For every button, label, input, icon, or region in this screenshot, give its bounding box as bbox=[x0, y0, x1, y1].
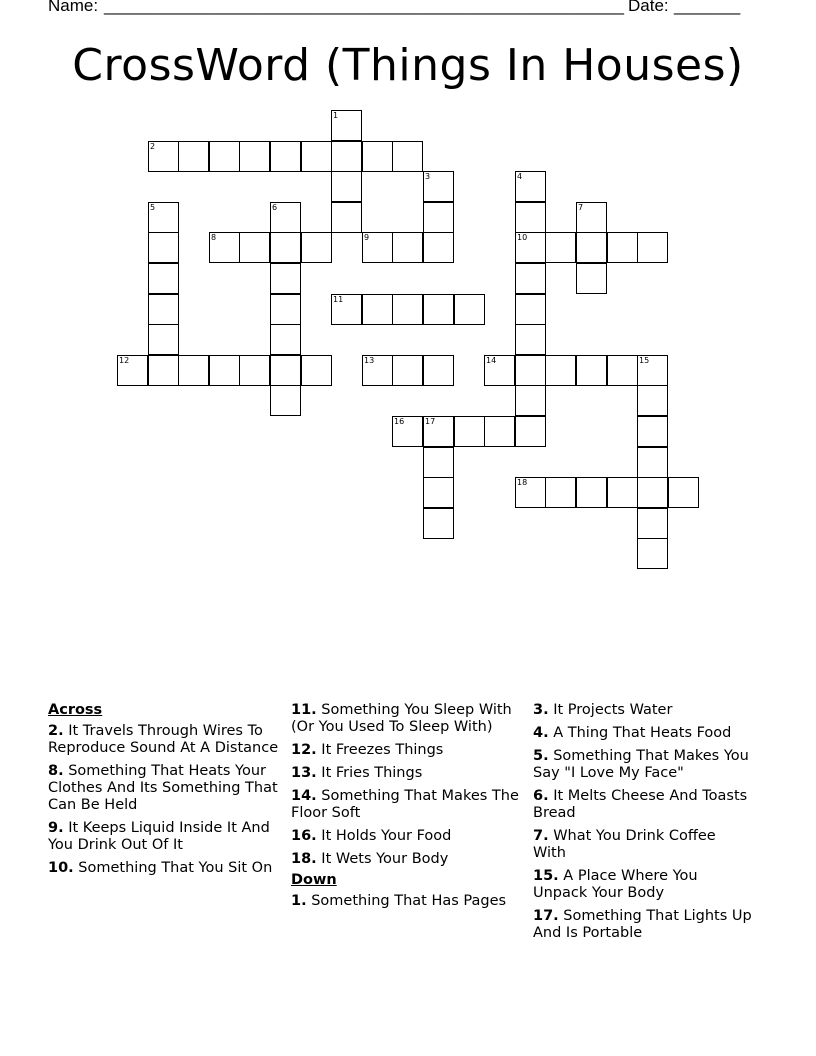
grid-cell[interactable] bbox=[484, 416, 515, 447]
grid-cell[interactable] bbox=[270, 355, 301, 386]
clue-item bbox=[533, 828, 753, 862]
clue-number: 1 bbox=[333, 111, 339, 120]
grid-cell[interactable] bbox=[423, 171, 454, 202]
clue-number: 12. bbox=[291, 742, 317, 758]
grid-cell[interactable] bbox=[392, 416, 423, 447]
grid-cell[interactable] bbox=[301, 232, 332, 263]
clue-text: It Projects Water bbox=[548, 702, 673, 718]
clue-number: 11. bbox=[291, 702, 317, 718]
grid-cell[interactable] bbox=[239, 141, 270, 172]
clue-item bbox=[48, 820, 288, 854]
grid-cell[interactable] bbox=[270, 385, 301, 416]
clue-number: 7 bbox=[578, 203, 584, 212]
grid-cell[interactable] bbox=[637, 477, 668, 508]
grid-cell[interactable] bbox=[515, 202, 546, 233]
grid-cell[interactable] bbox=[484, 355, 515, 386]
grid-cell[interactable] bbox=[423, 416, 454, 447]
grid-cell[interactable] bbox=[423, 294, 454, 325]
grid-cell[interactable] bbox=[423, 232, 454, 263]
clue-number: 15. bbox=[533, 868, 559, 884]
grid-cell[interactable] bbox=[454, 416, 485, 447]
name-field[interactable]: _______________________________________________________ bbox=[104, 0, 625, 15]
clue-text: It Wets Your Body bbox=[316, 851, 449, 867]
grid-cell[interactable] bbox=[515, 477, 546, 508]
clue-number: 13. bbox=[291, 765, 317, 781]
clue-text: It Melts Cheese And Toasts Bread bbox=[533, 788, 748, 821]
clue-item bbox=[533, 868, 753, 902]
grid-cell[interactable] bbox=[301, 355, 332, 386]
grid-cell[interactable] bbox=[607, 477, 638, 508]
grid-cell[interactable] bbox=[239, 355, 270, 386]
clue-number: 3. bbox=[533, 702, 549, 718]
clue-number: 8. bbox=[48, 763, 64, 779]
grid-cell[interactable] bbox=[423, 202, 454, 233]
across-heading: Across bbox=[48, 702, 103, 718]
grid-cell[interactable] bbox=[423, 477, 454, 508]
clues-column-2 bbox=[291, 702, 531, 916]
grid-cell[interactable] bbox=[454, 294, 485, 325]
grid-cell[interactable] bbox=[148, 355, 179, 386]
clue-number: 5. bbox=[533, 748, 549, 764]
clue-text: What You Drink Coffee With bbox=[533, 828, 716, 861]
clue-text: Something That You Sit On bbox=[73, 860, 273, 876]
grid-cell[interactable] bbox=[515, 263, 546, 294]
clue-number: 16 bbox=[394, 417, 405, 426]
clue-text: Something You Sleep With (Or You Used To Sleep With) bbox=[291, 702, 512, 735]
grid-cell[interactable] bbox=[576, 355, 607, 386]
across-clue-list-continued bbox=[291, 702, 531, 868]
clue-text: It Travels Through Wires To Reproduce Sound At A Distance bbox=[48, 723, 279, 756]
clue-text: Something That Makes You Say "I Love My Face" bbox=[533, 748, 749, 781]
clue-number: 11 bbox=[333, 295, 344, 304]
clue-number: 9 bbox=[364, 233, 370, 242]
grid-cell[interactable] bbox=[576, 202, 607, 233]
grid-cell[interactable] bbox=[515, 416, 546, 447]
grid-cell[interactable] bbox=[270, 324, 301, 355]
grid-cell[interactable] bbox=[515, 324, 546, 355]
grid-cell[interactable] bbox=[576, 232, 607, 263]
grid-cell[interactable] bbox=[301, 141, 332, 172]
date-label: Date: bbox=[628, 0, 669, 15]
grid-cell[interactable] bbox=[270, 141, 301, 172]
grid-cell[interactable] bbox=[423, 355, 454, 386]
grid-cell[interactable] bbox=[270, 263, 301, 294]
clue-number: 2. bbox=[48, 723, 64, 739]
grid-cell[interactable] bbox=[668, 477, 699, 508]
grid-cell[interactable] bbox=[148, 324, 179, 355]
grid-cell[interactable] bbox=[576, 477, 607, 508]
clue-number: 10 bbox=[517, 233, 528, 242]
grid-cell[interactable] bbox=[362, 232, 393, 263]
grid-cell[interactable] bbox=[148, 141, 179, 172]
name-date-header bbox=[48, 0, 748, 20]
grid-cell[interactable] bbox=[392, 141, 423, 172]
clue-number: 6 bbox=[272, 203, 278, 212]
grid-cell[interactable] bbox=[270, 232, 301, 263]
grid-cell[interactable] bbox=[515, 171, 546, 202]
clue-item bbox=[291, 702, 531, 736]
grid-cell[interactable] bbox=[545, 355, 576, 386]
date-field[interactable]: _______ bbox=[674, 0, 741, 15]
grid-cell[interactable] bbox=[148, 202, 179, 233]
grid-cell[interactable] bbox=[362, 141, 393, 172]
grid-cell[interactable] bbox=[637, 355, 668, 386]
grid-cell[interactable] bbox=[331, 141, 362, 172]
clue-number: 8 bbox=[211, 233, 217, 242]
clue-item bbox=[48, 723, 288, 757]
grid-cell[interactable] bbox=[331, 202, 362, 233]
grid-cell[interactable] bbox=[270, 294, 301, 325]
clue-number: 2 bbox=[150, 142, 156, 151]
grid-cell[interactable] bbox=[148, 263, 179, 294]
clue-number: 7. bbox=[533, 828, 549, 844]
clue-item bbox=[533, 702, 753, 719]
clue-item bbox=[48, 763, 288, 814]
down-clue-list-continued bbox=[533, 702, 753, 942]
grid-cell[interactable] bbox=[331, 171, 362, 202]
clue-item bbox=[533, 788, 753, 822]
grid-cell[interactable] bbox=[270, 202, 301, 233]
down-clue-list bbox=[291, 893, 531, 910]
clue-item bbox=[291, 765, 531, 782]
clue-text: Something That Makes The Floor Soft bbox=[291, 788, 519, 821]
grid-cell[interactable] bbox=[209, 141, 240, 172]
grid-cell[interactable] bbox=[117, 355, 148, 386]
grid-cell[interactable] bbox=[423, 508, 454, 539]
grid-cell[interactable] bbox=[637, 416, 668, 447]
clues-column-3 bbox=[533, 702, 753, 948]
clue-number: 18. bbox=[291, 851, 317, 867]
clue-number: 16. bbox=[291, 828, 317, 844]
grid-cell[interactable] bbox=[576, 263, 607, 294]
grid-cell[interactable] bbox=[178, 141, 209, 172]
grid-cell[interactable] bbox=[331, 294, 362, 325]
clue-number: 12 bbox=[119, 356, 130, 365]
clue-item bbox=[533, 748, 753, 782]
clue-number: 17. bbox=[533, 908, 559, 924]
down-heading: Down bbox=[291, 872, 337, 888]
grid-cell[interactable] bbox=[362, 294, 393, 325]
clues-column-1 bbox=[48, 702, 288, 883]
grid-cell[interactable] bbox=[637, 538, 668, 569]
clue-number: 14. bbox=[291, 788, 317, 804]
clue-item bbox=[533, 908, 753, 942]
grid-cell[interactable] bbox=[545, 232, 576, 263]
clue-number: 4 bbox=[517, 172, 523, 181]
grid-cell[interactable] bbox=[239, 232, 270, 263]
grid-cell[interactable] bbox=[392, 355, 423, 386]
grid-cell[interactable] bbox=[515, 355, 546, 386]
clue-text: Something That Has Pages bbox=[306, 893, 507, 909]
grid-cell[interactable] bbox=[545, 477, 576, 508]
clue-number: 4. bbox=[533, 725, 549, 741]
clue-item bbox=[291, 893, 531, 910]
clue-number: 5 bbox=[150, 203, 156, 212]
clue-number: 18 bbox=[517, 478, 528, 487]
grid-cell[interactable] bbox=[362, 355, 393, 386]
clue-number: 1. bbox=[291, 893, 307, 909]
grid-cell[interactable] bbox=[515, 294, 546, 325]
grid-cell[interactable] bbox=[607, 355, 638, 386]
grid-cell[interactable] bbox=[637, 385, 668, 416]
clue-number: 6. bbox=[533, 788, 549, 804]
across-clue-list bbox=[48, 723, 288, 877]
grid-cell[interactable] bbox=[392, 294, 423, 325]
grid-cell[interactable] bbox=[148, 294, 179, 325]
clue-item bbox=[291, 851, 531, 868]
clue-number: 14 bbox=[486, 356, 497, 365]
clue-text: It Holds Your Food bbox=[316, 828, 452, 844]
grid-cell[interactable] bbox=[178, 355, 209, 386]
grid-cell[interactable] bbox=[209, 355, 240, 386]
grid-cell[interactable] bbox=[331, 110, 362, 141]
grid-cell[interactable] bbox=[515, 385, 546, 416]
page-title: CrossWord (Things In Houses) bbox=[72, 40, 744, 91]
clue-number: 13 bbox=[364, 356, 375, 365]
grid-cell[interactable] bbox=[392, 232, 423, 263]
clue-number: 3 bbox=[425, 172, 431, 181]
clue-text: It Fries Things bbox=[316, 765, 423, 781]
clue-number: 17 bbox=[425, 417, 436, 426]
grid-cell[interactable] bbox=[515, 232, 546, 263]
clue-text: It Keeps Liquid Inside It And You Drink Out Of It bbox=[48, 820, 270, 853]
name-label: Name: bbox=[48, 0, 99, 15]
grid-cell[interactable] bbox=[637, 508, 668, 539]
clue-item bbox=[48, 860, 288, 877]
grid-cell[interactable] bbox=[423, 447, 454, 478]
clue-item bbox=[291, 788, 531, 822]
clue-item bbox=[291, 828, 531, 845]
clue-number: 10. bbox=[48, 860, 74, 876]
grid-cell[interactable] bbox=[607, 232, 638, 263]
clue-text: A Thing That Heats Food bbox=[548, 725, 732, 741]
clue-text: A Place Where You Unpack Your Body bbox=[533, 868, 698, 901]
clue-text: It Freezes Things bbox=[316, 742, 444, 758]
clue-text: Something That Lights Up And Is Portable bbox=[533, 908, 752, 941]
clue-item bbox=[533, 725, 753, 742]
clue-text: Something That Heats Your Clothes And Its Something That Can Be Held bbox=[48, 763, 278, 813]
grid-cell[interactable] bbox=[148, 232, 179, 263]
grid-cell[interactable] bbox=[637, 447, 668, 478]
grid-cell[interactable] bbox=[637, 232, 668, 263]
clue-number: 15 bbox=[639, 356, 650, 365]
grid-cell[interactable] bbox=[209, 232, 240, 263]
clue-item bbox=[291, 742, 531, 759]
clue-number: 9. bbox=[48, 820, 64, 836]
